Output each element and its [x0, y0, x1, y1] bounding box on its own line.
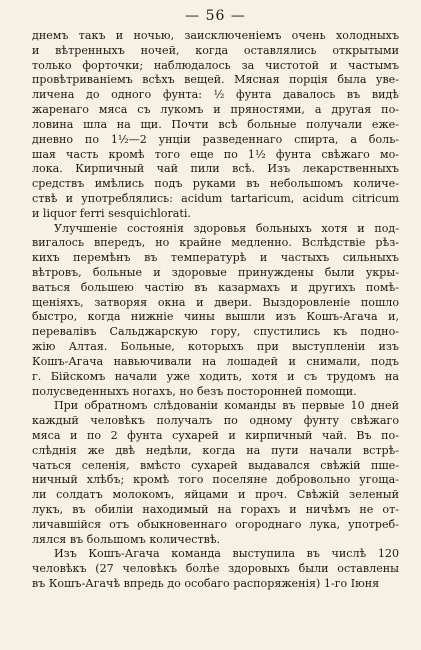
text-line: чаться селенія, вмѣсто сухарей выдавался свѣжій пше-	[32, 458, 399, 472]
text-line: кихъ перемѣнъ въ температурѣ и частыхъ сильныхъ	[32, 251, 399, 265]
text-line: и liquor ferri sesquichlorati.	[32, 206, 191, 220]
text-line: полусведенныхъ ногахъ, но безъ посторонней помощи.	[32, 384, 357, 398]
text-line: г. Бійскомъ начали уже ходить, хотя и съ трудомъ на	[32, 369, 399, 383]
paragraph	[32, 399, 399, 547]
text-line: каждый человѣкъ получалъ по одному фунту свѣжаго	[32, 414, 399, 428]
text-line: человѣкъ (27 человѣкъ болѣе здоровыхъ были оставлены	[32, 562, 399, 576]
text-line: лялся въ большомъ количествѣ.	[32, 532, 221, 546]
text-line: жаренаго мяса съ лукомъ и пряностями, а другая по-	[32, 103, 399, 117]
text-line: мяса и по 2 фунта сухарей и кирпичный чай. Въ по-	[32, 428, 399, 442]
paragraph	[32, 547, 399, 591]
text-line: провѣтриваніемъ всѣхъ вещей. Мясная порція была уве-	[32, 73, 399, 87]
paragraph	[32, 29, 399, 222]
text-line: перевалівъ Сальджарскую гору, спустились къ подно-	[32, 325, 399, 339]
text-line: только форточки; наблюдалось за чистотой и частымъ	[32, 58, 399, 72]
text-line: ваться большею частію въ казармахъ и другихъ помѣ-	[32, 280, 399, 294]
text-line: жію Алтая. Больные, которыхъ при выступленіи изъ	[32, 340, 399, 354]
text-line: въ Кошъ-Агачѣ впредь до особаго распоряженія) 1-го Іюня	[32, 577, 380, 591]
text-line: лукъ, въ обиліи находимый на горахъ и ничѣмъ не от-	[32, 503, 399, 516]
page-number: — 56 —	[185, 8, 246, 24]
text-line: Улучшеніе состоянія здоровья больныхъ хотя и под-	[54, 221, 399, 235]
text-line: личавшійся отъ обыкновеннаго огороднаго лука, употреб-	[32, 517, 399, 531]
text-line: личена до одного фунта: ½ фунта давалось въ видѣ	[32, 88, 399, 102]
text-line: шая часть кромѣ того еще по 1½ фунта свѣжаго мо-	[32, 147, 399, 161]
text-line: слѣднія же двѣ недѣли, когда на пути начали встрѣ-	[32, 443, 399, 457]
text-line: днемъ такъ и ночью, заисключеніемъ очень холодныхъ	[32, 29, 399, 42]
text-line: ловина шла на щи. Почти всѣ больные получали еже-	[32, 117, 399, 131]
body-text	[32, 29, 399, 592]
text-line: При обратномъ слѣдованіи команды въ первые 10 дней	[54, 399, 399, 413]
text-line: лока. Кирпичный чай пили всѣ. Изъ лекарственныхъ	[32, 162, 399, 176]
text-line: ствѣ и употреблялись: acidum tartaricum, acidum citricum	[32, 191, 399, 205]
text-line: Кошъ-Агача навьючивали на лошадей и снимали, подъ	[32, 354, 399, 368]
text-line: вигалось впередъ, но крайне медленно. Вслѣдствіе рѣз-	[32, 236, 399, 250]
text-line: средствъ имѣлись подъ руками въ небольшомъ количе-	[32, 177, 399, 191]
text-line: ли солдатъ молокомъ, яйцами и проч. Свѣжій зеленый	[32, 488, 399, 502]
text-line: быстро, когда нижніе чины вышли изъ Кошъ-Агача и,	[32, 310, 399, 324]
paragraph	[32, 222, 399, 400]
text-line: вѣтровъ, больные и здоровые принуждены были укры-	[32, 266, 399, 279]
text-line: Изъ Кошъ-Агача команда выступила въ числѣ 120	[54, 547, 399, 561]
text-line: щеніяхъ, затворяя окна и двери. Выздоровленіе пошло	[32, 295, 399, 309]
text-line: ничный хлѣбъ; кромѣ того поселяне добровольно угоща-	[32, 473, 399, 487]
text-line: и вѣтренныхъ ночей, когда оставлялись открытыми	[32, 43, 399, 57]
text-line: дневно по 1½—2 унціи разведеннаго спирта, а боль-	[32, 132, 399, 146]
